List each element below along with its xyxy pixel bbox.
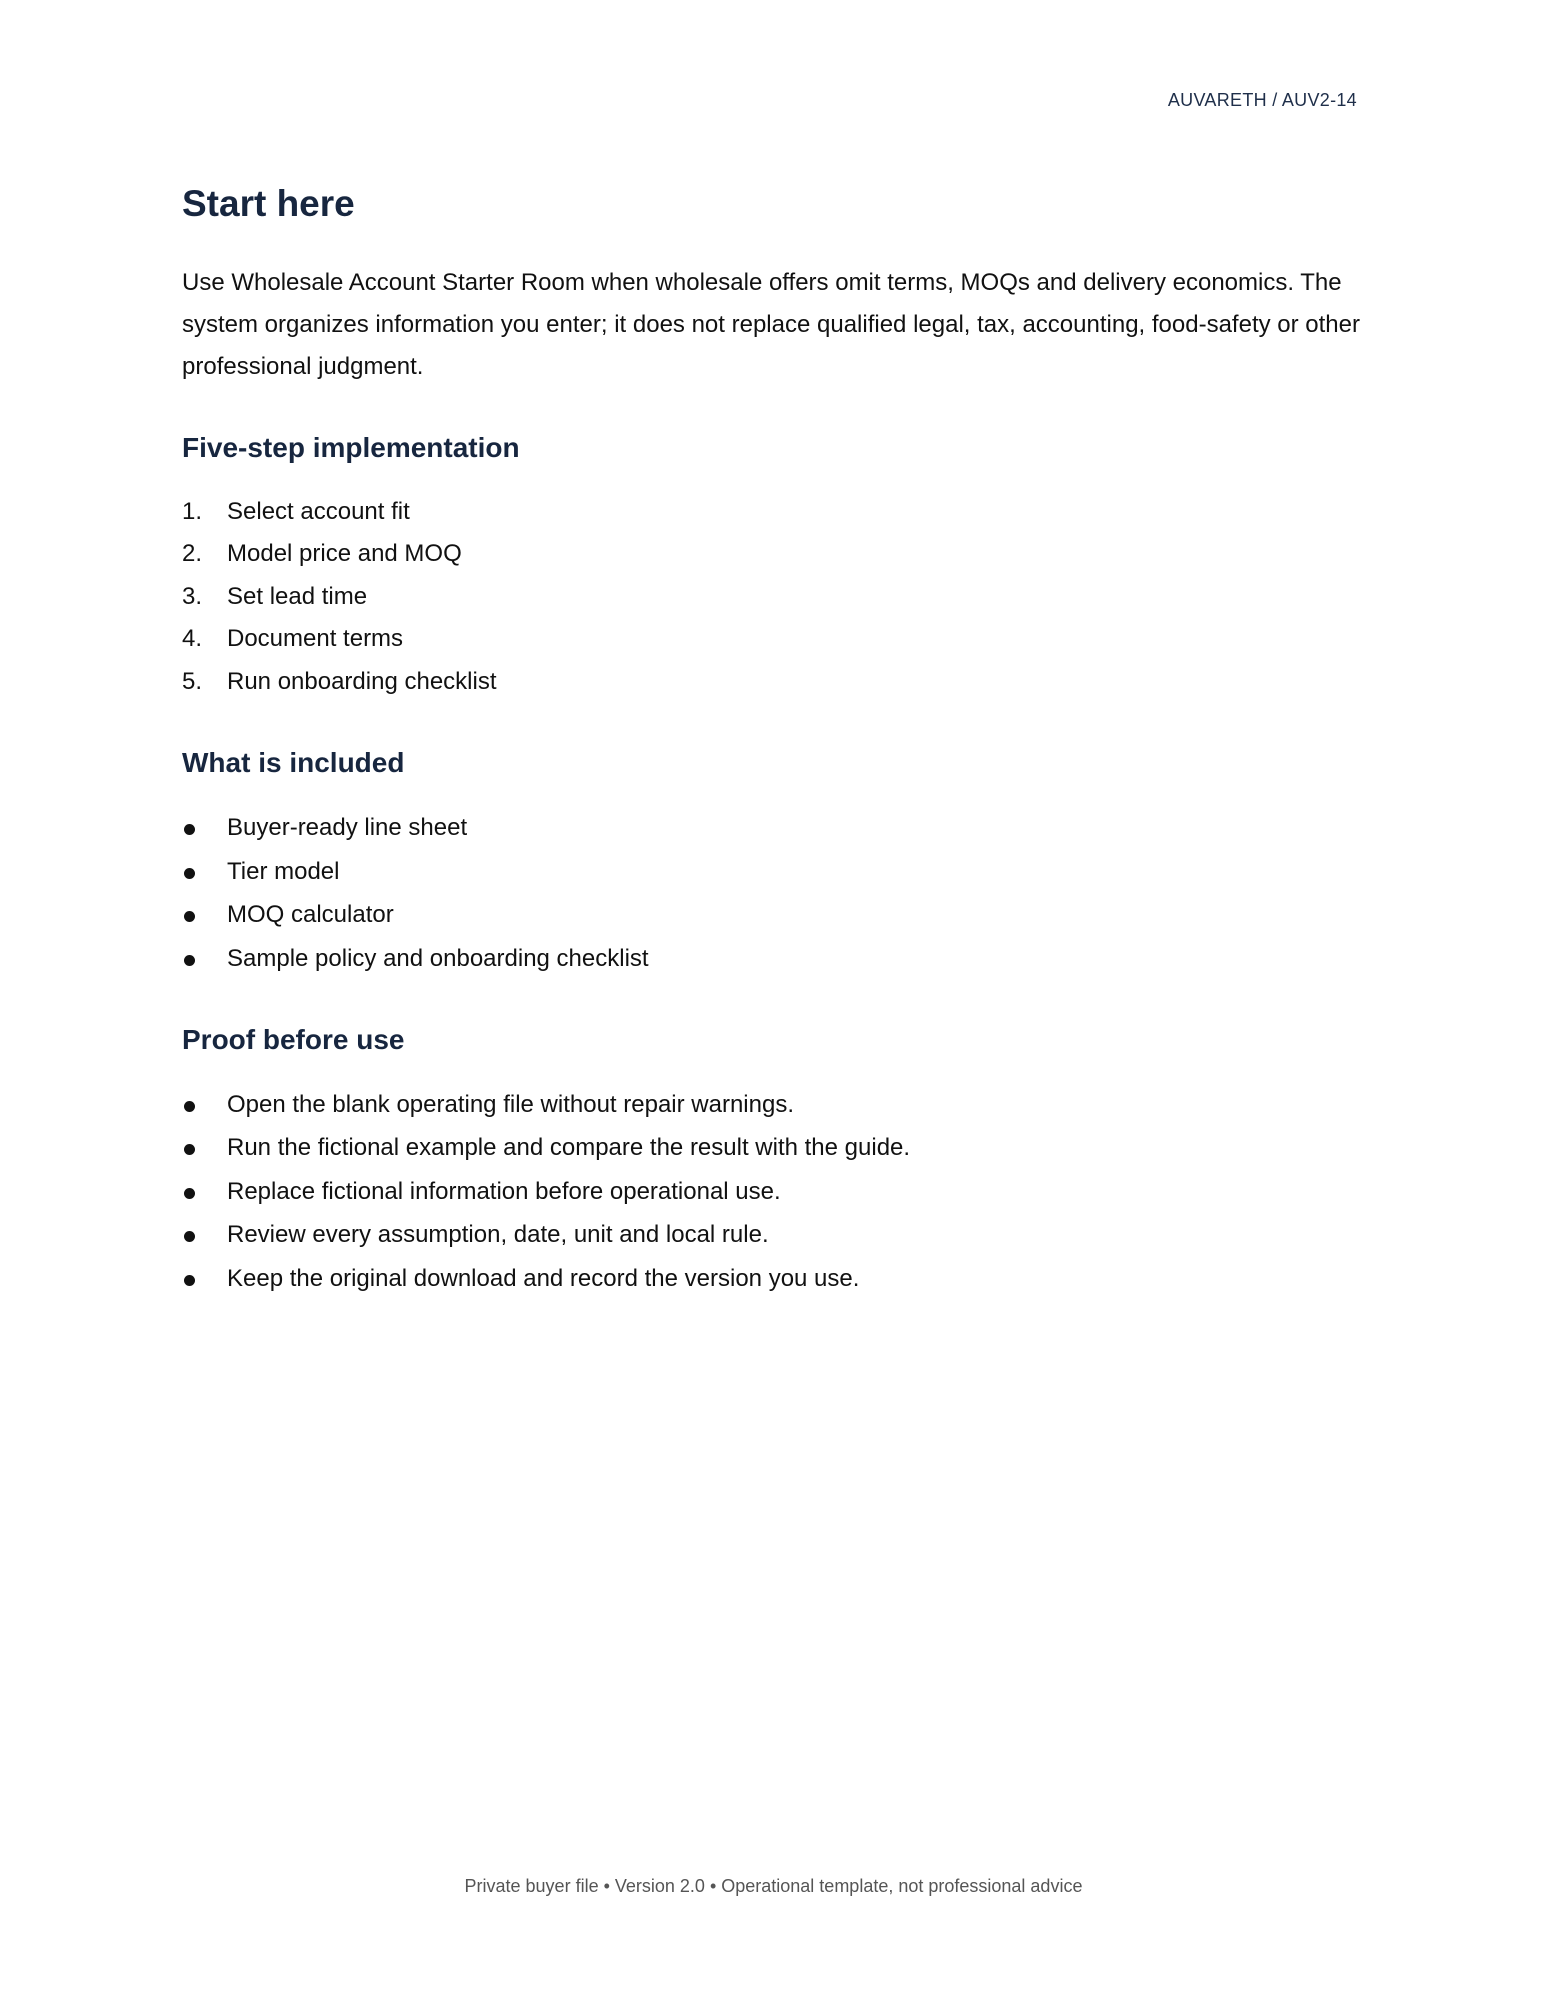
list-item-text: Open the blank operating file without repair warnings.: [227, 1090, 794, 1118]
list-item: [182, 618, 1362, 661]
list-item-text: Review every assumption, date, unit and local rule.: [227, 1221, 769, 1249]
list-item: [182, 1257, 1362, 1301]
bullet-icon: [184, 1188, 195, 1199]
step-number: 4.: [182, 625, 203, 653]
document-reference: AUVARETH / AUV2-14: [1167, 90, 1357, 110]
list-item: [182, 491, 1362, 534]
list-item: [182, 1213, 1362, 1257]
list-item: [182, 576, 1362, 619]
page-title: Start here: [182, 183, 355, 224]
list-item-text: Model price and MOQ: [227, 540, 462, 568]
list-item: [182, 850, 1362, 894]
list-item: [182, 893, 1362, 937]
page-footer: Private buyer file • Version 2.0 • Operational template, not professional advice: [464, 1876, 1083, 1896]
list-item-text: Sample policy and onboarding checklist: [227, 944, 649, 972]
section-heading-included: What is included: [182, 747, 405, 779]
list-item: [182, 806, 1362, 850]
step-number: 3.: [182, 582, 203, 610]
list-item: [182, 937, 1362, 981]
list-item-text: Set lead time: [227, 582, 368, 610]
included-items-list: [182, 806, 1362, 980]
step-number: 2.: [182, 540, 203, 568]
list-item-text: Keep the original download and record the version you use.: [227, 1264, 860, 1292]
bullet-icon: [184, 1275, 195, 1286]
bullet-icon: [184, 868, 195, 879]
proof-items-list: [182, 1083, 1362, 1301]
list-item-text: Buyer-ready line sheet: [227, 814, 468, 842]
list-item-text: Tier model: [227, 857, 340, 885]
bullet-icon: [184, 1231, 195, 1242]
list-item-text: Run the fictional example and compare the result with the guide.: [227, 1134, 911, 1162]
section-heading-proof: Proof before use: [182, 1024, 405, 1056]
list-item: [182, 1126, 1362, 1170]
bullet-icon: [184, 911, 195, 922]
list-item-text: Run onboarding checklist: [227, 667, 497, 695]
step-number: 5.: [182, 667, 203, 695]
step-number: 1.: [182, 497, 203, 525]
list-item: [182, 1170, 1362, 1214]
list-item: [182, 661, 1362, 704]
intro-paragraph: Use Wholesale Account Starter Room when wholesale offers omit terms, MOQs and delivery economics. The system organizes information you enter; it does not replace qualified legal, tax, accounting, food-safety or other professional judgment.: [182, 269, 1360, 381]
bullet-icon: [184, 1144, 195, 1155]
bullet-icon: [184, 824, 195, 835]
document-body: [182, 182, 1362, 1300]
list-item-text: Replace fictional information before operational use.: [227, 1177, 781, 1205]
list-item-text: MOQ calculator: [227, 901, 394, 929]
list-item-text: Select account fit: [227, 497, 410, 525]
bullet-icon: [184, 955, 195, 966]
section-heading-implementation: Five-step implementation: [182, 432, 520, 464]
bullet-icon: [184, 1101, 195, 1112]
list-item: [182, 533, 1362, 576]
list-item-text: Document terms: [227, 625, 404, 653]
list-item: [182, 1083, 1362, 1127]
implementation-steps-list: [182, 491, 1362, 704]
